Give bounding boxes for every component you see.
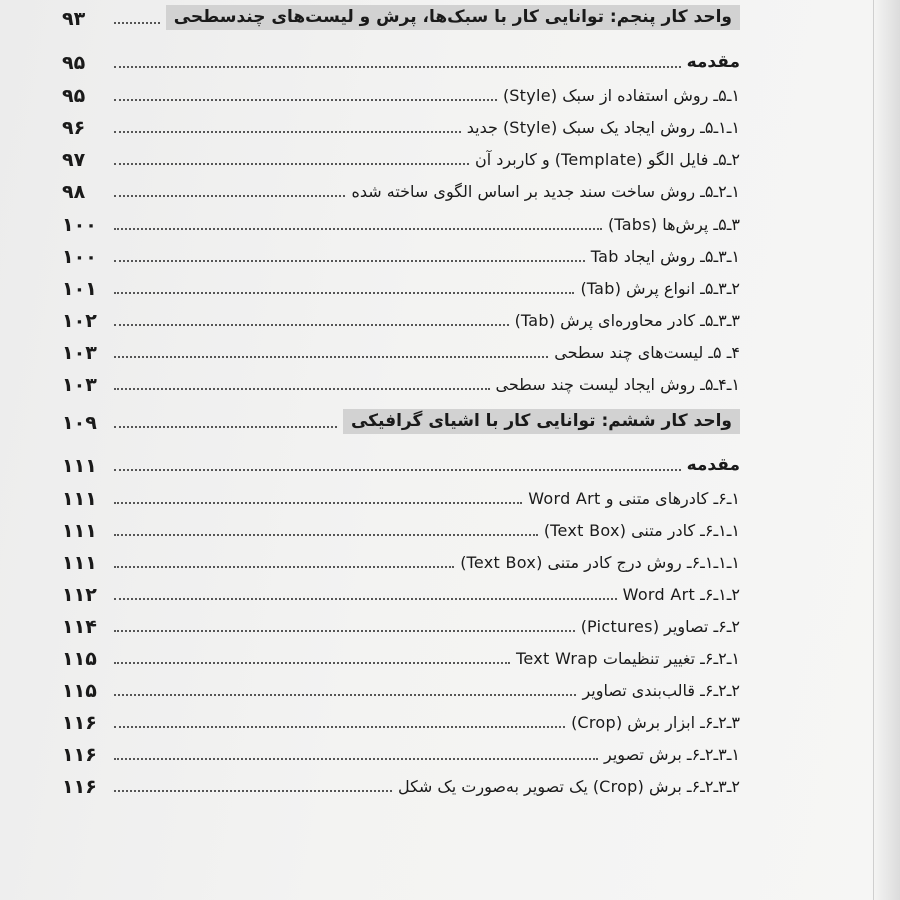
- dot-leader: [114, 260, 585, 262]
- toc-entry-title: [515, 311, 740, 332]
- toc-entry-title: [591, 247, 740, 268]
- toc-entry-title: [475, 150, 740, 171]
- toc-entry-title: [623, 585, 740, 606]
- page-number: ۱۱۲: [62, 584, 97, 606]
- dot-leader: [114, 195, 345, 197]
- page-number: ۱۱۵: [62, 680, 97, 702]
- toc-entry-title: [516, 649, 740, 670]
- page-number: ۱۱۱: [62, 488, 97, 510]
- dot-leader: [114, 790, 392, 792]
- dot-leader: [114, 131, 461, 133]
- toc-entry-title: [687, 455, 740, 477]
- dot-leader: [114, 66, 681, 68]
- toc-entry-text: ۲ـ۶ـ تصاویر (Pictures): [580, 617, 740, 636]
- toc-entry-text: ۲ـ۵ـ فایل الگو (Template) و کاربرد آن: [474, 150, 740, 169]
- toc-row: [62, 206, 740, 236]
- page-edge: [873, 0, 900, 900]
- dot-leader: [114, 694, 576, 696]
- toc-entry-text: ۲ـ۳ـ۵ـ انواع پرش (Tab): [580, 279, 740, 298]
- toc-entry-text: ۱ـ۲ـ۶ـ تغییر تنظیمات Text Wrap: [516, 649, 740, 668]
- toc-row: [62, 270, 740, 300]
- toc-entry-title: [571, 713, 740, 734]
- dot-leader: [114, 426, 337, 428]
- toc-entry-text: مقدمه: [686, 52, 740, 72]
- toc-entry-title: [604, 745, 740, 766]
- dot-leader: [114, 566, 454, 568]
- toc-row: [62, 672, 740, 702]
- dot-leader: [114, 22, 160, 24]
- page-number: ۹۵: [62, 85, 86, 107]
- toc-entry-title: [608, 215, 740, 236]
- toc-entry-title: [467, 118, 740, 139]
- toc-entry-text: ۱ـ۵ـ روش استفاده از سبک (Style): [502, 86, 740, 105]
- dot-leader: [114, 292, 574, 294]
- toc-entry-text: ۳ـ۳ـ۵ـ کادر محاوره‌ای پرش (Tab): [514, 311, 740, 330]
- toc-entry-title: [496, 375, 740, 396]
- page-number: ۱۰۲: [62, 310, 97, 332]
- toc-row: [62, 173, 740, 203]
- toc-row: [62, 512, 740, 542]
- toc-entry-title: [581, 617, 740, 638]
- toc-row: [62, 704, 740, 734]
- toc-entry-text: ۱ـ۳ـ۵ـ روش ایجاد Tab: [590, 247, 740, 266]
- toc-entry-text: ۱ـ۳ـ۲ـ۶ـ برش تصویر: [604, 745, 740, 764]
- dot-leader: [114, 630, 575, 632]
- dot-leader: [114, 356, 548, 358]
- dot-leader: [114, 598, 617, 600]
- dot-leader: [114, 388, 490, 390]
- toc-entry-text: ۱ـ۴ـ۵ـ روش ایجاد لیست چند سطحی: [495, 375, 740, 394]
- dot-leader: [114, 758, 598, 760]
- toc-entry-title: [460, 553, 740, 574]
- toc-entry-text: ۴ـ ۵ـ لیست‌های چند سطحی: [554, 343, 740, 362]
- toc-row: [62, 334, 740, 364]
- toc-entry-title: [544, 521, 740, 542]
- dot-leader: [114, 502, 522, 504]
- page-number: ۱۰۰: [62, 214, 97, 236]
- unit-heading: [166, 5, 740, 30]
- toc-entry-text: واحد کار پنجم:: [609, 7, 732, 27]
- page-number: ۹۵: [62, 52, 86, 74]
- toc-row: [62, 768, 740, 798]
- unit-heading-rest: توانایی کار با سبک‌ها، پرش و لیست‌های چندسطحی: [173, 7, 610, 27]
- toc-row: [62, 238, 740, 268]
- page-number: ۱۱۶: [62, 744, 97, 766]
- page-number: ۱۰۹: [62, 412, 97, 434]
- page-number: ۹۶: [62, 117, 86, 139]
- toc-row: [62, 366, 740, 396]
- toc-entry-text: مقدمه: [686, 455, 740, 475]
- toc-entry-title: [582, 681, 740, 702]
- toc-entry-text: ۱ـ۲ـ۵ـ روش ساخت سند جدید بر اساس الگوی ساخته شده: [351, 182, 740, 201]
- toc-entry-text: ۲ـ۲ـ۶ـ قالب‌بندی تصاویر: [582, 681, 740, 700]
- toc-entry-title: [687, 52, 740, 74]
- page-number: ۱۱۱: [62, 520, 97, 542]
- toc-row: [62, 44, 740, 74]
- toc-entry-text: ۳ـ۵ـ پرش‌ها (Tabs): [608, 215, 740, 234]
- toc-entry-title: [398, 777, 740, 798]
- page-number: ۱۰۱: [62, 278, 97, 300]
- toc-entry-text: ۱ـ۱ـ۵ـ روش ایجاد یک سبک (Style) جدید: [466, 118, 740, 137]
- page-number: ۱۱۵: [62, 648, 97, 670]
- toc-row: [62, 544, 740, 574]
- page-number: ۱۱۶: [62, 712, 97, 734]
- page-number: ۱۱۴: [62, 616, 97, 638]
- toc-row: [62, 640, 740, 670]
- toc-row: [62, 480, 740, 510]
- dot-leader: [114, 534, 538, 536]
- page-number: ۱۱۱: [62, 455, 97, 477]
- toc-entry-title: [351, 182, 740, 203]
- page-number: ۹۷: [62, 149, 86, 171]
- toc-row: [62, 576, 740, 606]
- unit-heading-rest: توانایی کار با اشیای گرافیکی: [350, 411, 602, 431]
- toc-entry-text: ۲ـ۱ـ۶ـ Word Art: [622, 585, 740, 604]
- toc-entry-text: ۱ـ۱ـ۶ـ کادر متنی (Text Box): [543, 521, 740, 540]
- page-number: ۱۰۳: [62, 342, 97, 364]
- toc-row: [62, 302, 740, 332]
- toc-row: [62, 109, 740, 139]
- dot-leader: [114, 469, 681, 471]
- page-number: ۱۱۱: [62, 552, 97, 574]
- dot-leader: [114, 163, 469, 165]
- dot-leader: [114, 726, 565, 728]
- dot-leader: [114, 99, 497, 101]
- page-number: ۱۱۶: [62, 776, 97, 798]
- dot-leader: [114, 228, 602, 230]
- dot-leader: [114, 324, 509, 326]
- toc-entry-text: ۲ـ۳ـ۲ـ۶ـ برش (Crop) یک تصویر به‌صورت یک شکل: [397, 777, 740, 796]
- toc-unit-row: [62, 404, 740, 434]
- toc-row: [62, 608, 740, 638]
- toc-entry-title: [503, 86, 740, 107]
- page-number: ۹۳: [62, 8, 86, 30]
- toc-unit-row: [62, 0, 740, 30]
- toc-row: [62, 447, 740, 477]
- page-number: ۹۸: [62, 181, 86, 203]
- toc-row: [62, 141, 740, 171]
- toc-row: [62, 77, 740, 107]
- dot-leader: [114, 662, 510, 664]
- page-number: ۱۰۳: [62, 374, 97, 396]
- toc-entry-text: واحد کار ششم:: [601, 411, 732, 431]
- unit-heading: [343, 409, 740, 434]
- toc-row: [62, 736, 740, 766]
- page-number: ۱۰۰: [62, 246, 97, 268]
- toc-entry-text: ۱ـ۶ـ کادرهای متنی و Word Art: [528, 489, 740, 508]
- toc-entry-text: ۳ـ۲ـ۶ـ ابزار برش (Crop): [571, 713, 740, 732]
- toc-entry-title: [554, 343, 740, 364]
- toc-entry-title: [580, 279, 740, 300]
- toc-entry-title: [528, 489, 740, 510]
- toc-entry-text: ۱ـ۱ـ۱ـ۶ـ روش درج کادر متنی (Text Box): [460, 553, 740, 572]
